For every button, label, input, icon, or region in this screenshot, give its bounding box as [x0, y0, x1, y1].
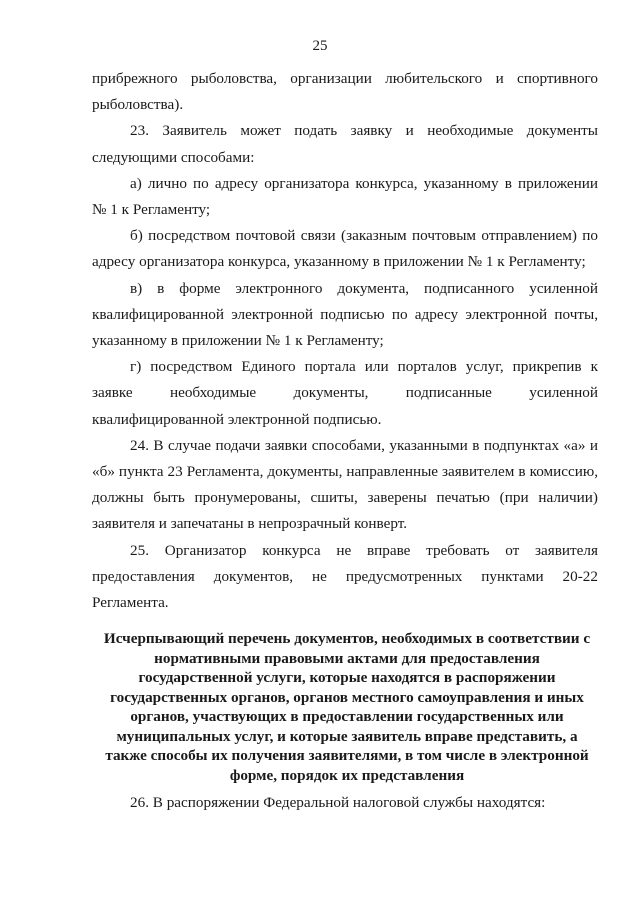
paragraph-23-a: а) лично по адресу организатора конкурса, указанному в приложении № 1 к Регламенту; — [92, 174, 598, 219]
paragraph-continuation: прибрежного рыболовства, организации любительского и спортивного рыболовства). — [92, 70, 598, 114]
paragraph-23: 23. Заявитель может подать заявку и необходимые документы следующими способами: — [92, 122, 598, 166]
paragraph-25: 25. Организатор конкурса не вправе требовать от заявителя предоставления документов, не предусмотренных пунктами 20-22 Регламента. — [92, 541, 598, 612]
paragraph-23-b: б) посредством почтовой связи (заказным почтовым отправлением) по адресу организатора конкурса, указанному в приложении № 1 к Регламенту; — [92, 227, 598, 271]
page-number: 25 — [312, 38, 328, 54]
paragraph-23-v: в) в форме электронного документа, подписанного усиленной квалифицированной электронной подписью по адресу электронной почты, указанному в приложении № 1 к Регламенту; — [92, 279, 598, 350]
paragraph-24: 24. В случае подачи заявки способами, указанными в подпунктах «а» и «б» пункта 23 Регламента, документы, направленные заявителем в комиссию, должны быть пронумерованы, сшиты, заверены печатью (при наличии) заявителя и запечатаны в непрозрачный конверт. — [92, 436, 598, 533]
paragraph-26: 26. В распоряжении Федеральной налоговой службы находятся: — [130, 794, 546, 811]
paragraph-23-g: г) посредством Единого портала или порталов услуг, прикрепив к заявке необходимые документы, подписанные усиленной квалифицированной электронной подписью. — [92, 358, 598, 428]
document-body — [92, 66, 598, 616]
section-heading: Исчерпывающий перечень документов, необходимых в соответствии с нормативными правовыми актами для предоставления государственной услуги, которые находятся в распоряжении государственных органов, органов местного самоуправления и иных органов, участвующих в предоставлении государственных или муниципальных услуг, и которые заявитель вправе представить, а также способы их получения заявителями, в том числе в электронной форме, порядок их представления — [103, 630, 591, 784]
